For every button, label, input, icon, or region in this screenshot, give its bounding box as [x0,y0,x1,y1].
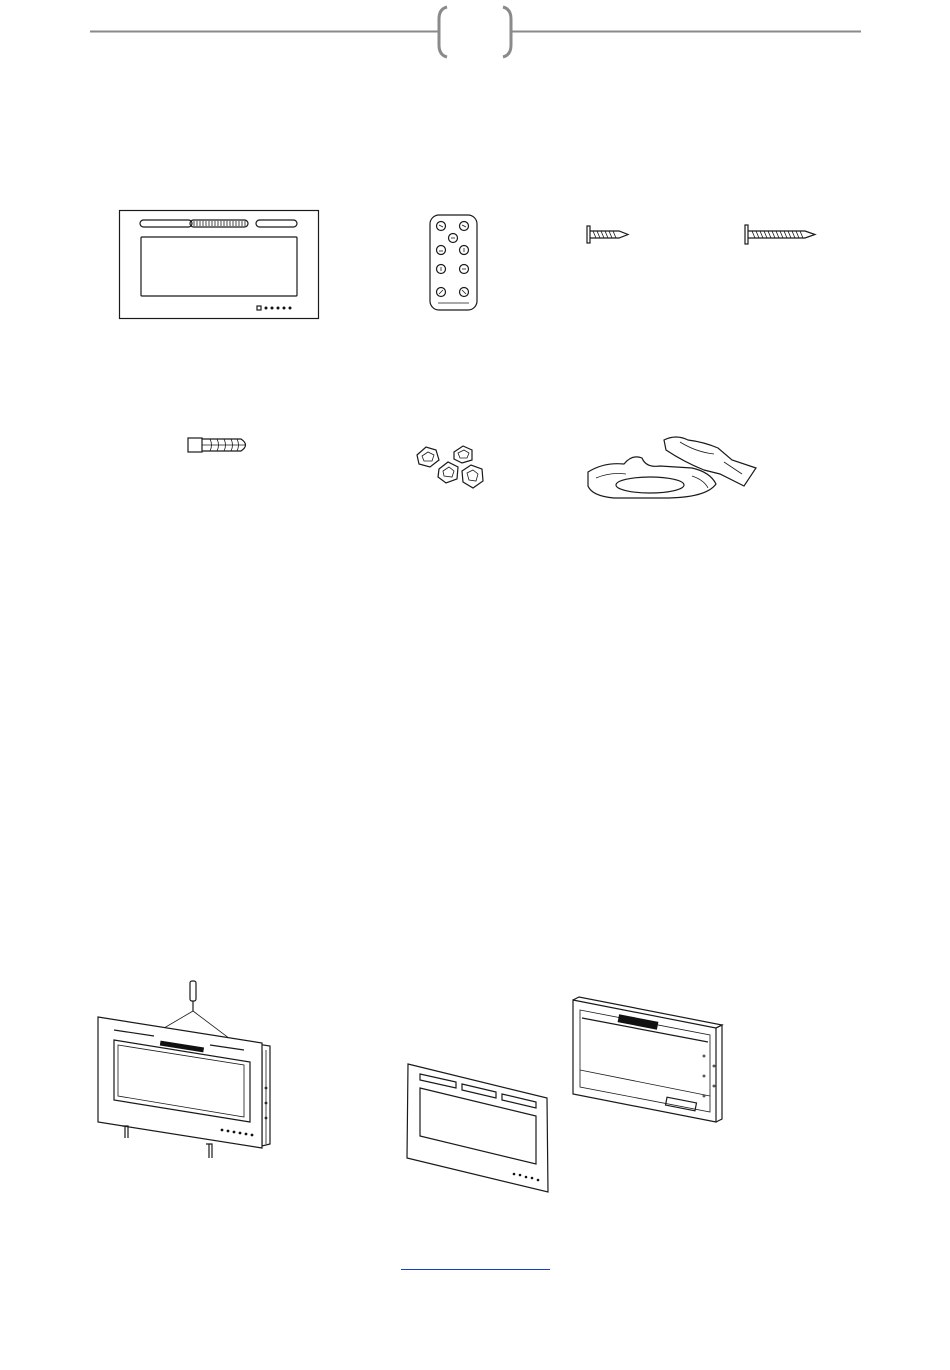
assembly-drawing [404,996,726,1194]
remote-control-drawing [428,213,480,313]
footer-link-underline [401,1269,550,1270]
footer-link[interactable] [401,1256,550,1270]
logs-drawing [584,432,762,502]
page-header [0,0,950,70]
long-screw-drawing [742,224,818,246]
stones-drawing [412,443,494,491]
front-frame-drawing [118,209,321,321]
installation-drawing [94,978,282,1166]
short-screw-drawing [584,225,632,245]
wall-anchor-drawing [186,435,254,455]
